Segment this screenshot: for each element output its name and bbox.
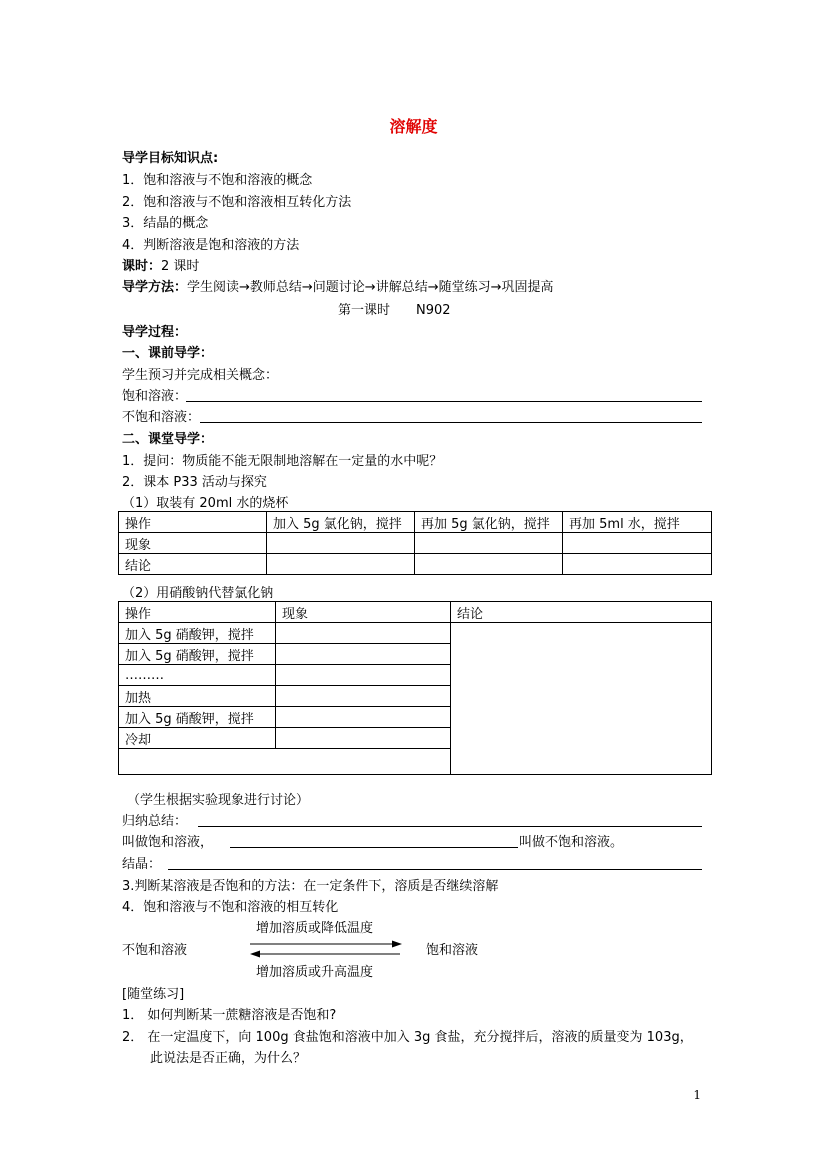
objective-item: 3．结晶的概念 — [122, 216, 209, 231]
experiment-2-label: （2）用硝酸钠代替氯化钠 — [122, 586, 274, 601]
class-hours-label: 课时： — [122, 259, 162, 274]
blank-cell — [276, 728, 451, 749]
table-header-cell: 结论 — [451, 602, 712, 623]
pre-class-intro: 学生预习并完成相关概念： — [122, 368, 279, 383]
backward-arrowhead-icon — [250, 951, 260, 958]
practice-heading: [随堂练习] — [122, 987, 185, 1002]
method-label: 导学方法： — [122, 280, 188, 295]
forward-arrowhead-icon — [392, 941, 402, 948]
objective-item: 4．判断溶液是饱和溶液的方法 — [122, 238, 300, 253]
crystal-label: 结晶： — [122, 857, 162, 872]
conversion-left: 不饱和溶液 — [122, 943, 188, 958]
row-label: 结论 — [119, 554, 267, 575]
row-label: ……… — [119, 665, 276, 686]
objectives-heading: 导学目标知识点: — [122, 151, 219, 166]
table-row — [119, 623, 712, 644]
blank-cell — [276, 707, 451, 728]
blank-cell — [267, 533, 415, 554]
question-2: 2．课本 P33 活动与探究 — [122, 475, 267, 490]
unsaturated-definition: 叫做不饱和溶液。 — [519, 835, 624, 850]
blank-cell — [276, 623, 451, 644]
discussion-note: （学生根据实验现象进行讨论） — [127, 793, 310, 808]
conversion-arrows — [246, 938, 406, 960]
row-label: 加入 5g 硝酸钾，搅拌 — [119, 644, 276, 665]
pre-class-heading: 一、课前导学： — [122, 346, 214, 361]
experiment-2-table — [118, 601, 712, 775]
process-heading: 导学过程： — [122, 325, 188, 340]
summary-blank — [198, 826, 702, 827]
conversion-backward-label: 增加溶质或升高温度 — [256, 965, 374, 980]
unsaturated-blank — [200, 422, 702, 423]
blank-cell — [267, 554, 415, 575]
table-header-row — [119, 602, 712, 623]
unsaturated-definition-blank — [230, 847, 518, 848]
conversion-forward-label: 增加溶质或降低温度 — [256, 921, 374, 936]
lesson-label: 第一课时 N902 — [338, 303, 451, 318]
conclusion-cell — [451, 623, 712, 775]
table-header-cell: 操作 — [119, 512, 267, 533]
summary-label: 归纳总结： — [122, 814, 188, 829]
blank-cell — [563, 554, 712, 575]
practice-question-2: 2． 在一定温度下，向 100g 食盐饱和溶液中加入 3g 食盐，充分搅拌后，溶液的质量变为 103g， — [122, 1030, 693, 1045]
saturated-blank — [186, 401, 702, 402]
class-hours — [122, 255, 199, 274]
table-header-row — [119, 512, 712, 533]
question-1: 1．提问：物质能不能无限制地溶解在一定量的水中呢？ — [122, 454, 443, 469]
blank-cell — [563, 533, 712, 554]
objective-item: 1．饱和溶液与不饱和溶液的概念 — [122, 173, 313, 188]
practice-question-1: 1． 如何判断某一蔗糖溶液是否饱和? — [122, 1008, 337, 1023]
experiment-1-label: （1）取装有 20ml 水的烧杯 — [122, 496, 289, 511]
table-header-cell: 操作 — [119, 602, 276, 623]
blank-cell — [415, 554, 563, 575]
blank-cell — [276, 686, 451, 707]
class-hours-value: 2 课时 — [161, 259, 200, 274]
table-header-cell: 现象 — [276, 602, 451, 623]
blank-cell — [415, 533, 563, 554]
conversion-right: 饱和溶液 — [426, 943, 479, 958]
method — [122, 276, 553, 295]
unsaturated-label: 不饱和溶液： — [122, 410, 201, 425]
blank-cell — [119, 749, 451, 775]
objective-item: 2．饱和溶液与不饱和溶液相互转化方法 — [122, 195, 352, 210]
row-label: 冷却 — [119, 728, 276, 749]
saturated-definition: 叫做饱和溶液， — [122, 835, 214, 850]
in-class-heading: 二、课堂导学： — [122, 432, 214, 447]
table-row — [119, 533, 712, 554]
row-label: 加入 5g 硝酸钾，搅拌 — [119, 707, 276, 728]
table-header-cell: 再加 5ml 水，搅拌 — [563, 512, 712, 533]
table-header-cell: 加入 5g 氯化钠，搅拌 — [267, 512, 415, 533]
crystal-blank — [168, 869, 702, 870]
page-title: 溶解度 — [389, 117, 438, 136]
saturated-label: 饱和溶液： — [122, 389, 188, 404]
blank-cell — [276, 665, 451, 686]
judge-method: 3.判断某溶液是否饱和的方法：在一定条件下，溶质是否继续溶解 — [122, 879, 499, 894]
method-value: 学生阅读→教师总结→问题讨论→讲解总结→随堂练习→巩固提高 — [187, 280, 554, 295]
page-number: 1 — [693, 1088, 701, 1102]
table-row — [119, 554, 712, 575]
table-header-cell: 再加 5g 氯化钠，搅拌 — [415, 512, 563, 533]
experiment-1-table — [118, 511, 712, 575]
blank-cell — [276, 644, 451, 665]
conversion-heading: 4．饱和溶液与不饱和溶液的相互转化 — [122, 900, 339, 915]
practice-question-2-cont: 此说法是否正确，为什么？ — [150, 1051, 307, 1066]
row-label: 加入 5g 硝酸钾，搅拌 — [119, 623, 276, 644]
row-label: 现象 — [119, 533, 267, 554]
row-label: 加热 — [119, 686, 276, 707]
